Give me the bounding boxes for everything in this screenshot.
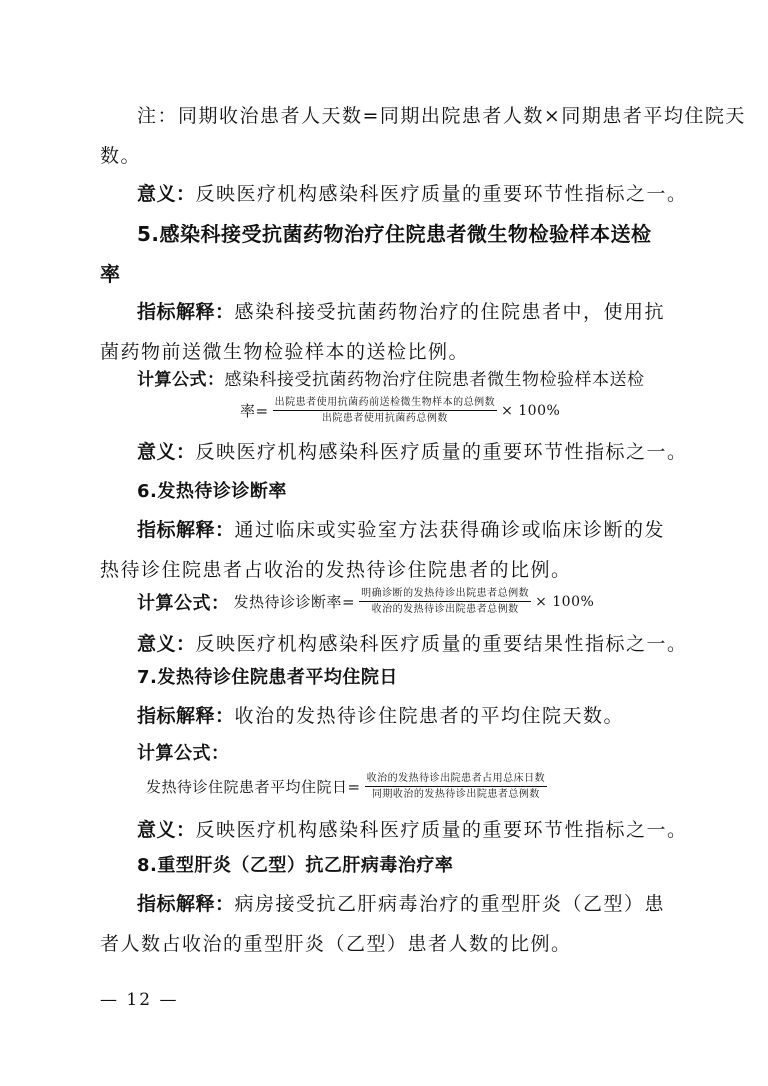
section-8-explanation-line-2: 者人数占收治的重型肝炎（乙型）患者人数的比例。: [100, 933, 572, 955]
section-7-explanation: [137, 704, 624, 728]
section-8-title: 8.重型肝炎（乙型）抗乙肝病毒治疗率: [137, 855, 454, 876]
explanation-label: 指标解释：: [137, 893, 235, 915]
section-7-formula: [146, 772, 551, 801]
formula-denominator: 出院患者使用抗菌药总例数: [321, 413, 448, 424]
section-5-significance: [137, 440, 688, 464]
section-6-title: 6.发热待诊诊断率: [137, 481, 287, 502]
formula-label: 计算公式：: [137, 592, 230, 614]
section-5-formula: [240, 396, 560, 425]
section-8-explanation-line-1: [137, 892, 665, 916]
explanation-text: 感染科接受抗菌药物治疗的住院患者中，使用抗: [234, 301, 666, 323]
section-6-formula: [137, 587, 594, 616]
formula-label: 计算公式：: [137, 743, 230, 764]
formula-percent: × 100%: [535, 593, 595, 610]
significance-text: 反映医疗机构感染科医疗质量的重要环节性指标之一。: [195, 441, 688, 463]
explanation-text: 病房接受抗乙肝病毒治疗的重型肝炎（乙型）患: [234, 893, 666, 915]
section-5-title-line-2: 率: [100, 262, 121, 286]
formula-numerator: 出院患者使用抗菌药前送检微生物样本的总例数: [273, 396, 498, 411]
explanation-text: 收治的发热待诊住院患者的平均住院天数。: [234, 705, 625, 727]
note-line-1: 注：同期收治患者人天数=同期出院患者人数×同期患者平均住院天: [137, 105, 746, 127]
significance-text: 反映医疗机构感染科医疗质量的重要环节性指标之一。: [195, 183, 688, 205]
formula-fraction: [359, 587, 531, 616]
formula-numerator: 明确诊断的发热待诊出院患者总例数: [359, 587, 531, 602]
formula-text: 感染科接受抗菌药物治疗住院患者微生物检验样本送检: [224, 370, 645, 390]
significance-label: 意义：: [137, 441, 196, 463]
formula-lhs: 率=: [240, 402, 269, 420]
significance-label: 意义：: [137, 633, 196, 655]
section-5-explanation-line-1: [137, 300, 665, 324]
note-line-2: 数。: [100, 145, 142, 167]
section-7-significance: [137, 818, 688, 842]
formula-label: 计算公式：: [137, 370, 225, 390]
significance-label: 意义：: [137, 183, 196, 205]
formula-fraction: [273, 396, 498, 425]
section-5-formula-line-1: [137, 368, 645, 392]
explanation-text: 通过临床或实验室方法获得确诊或临床诊断的发: [234, 519, 666, 541]
section-6-explanation-line-2: 热待诊住院患者占收治的发热待诊住院患者的比例。: [100, 559, 572, 581]
section-6-significance: [137, 632, 688, 656]
explanation-label: 指标解释：: [137, 301, 235, 323]
section-7-formula-label-line: [137, 742, 230, 766]
significance-label: 意义：: [137, 819, 196, 841]
explanation-label: 指标解释：: [137, 519, 235, 541]
formula-numerator: 收治的发热待诊出院患者占用总床日数: [365, 772, 548, 787]
page-number: — 12 —: [100, 990, 179, 1010]
significance-paragraph: [137, 182, 688, 206]
formula-lhs: 发热待诊住院患者平均住院日=: [146, 778, 361, 796]
section-5-explanation-line-2: 菌药物前送微生物检验样本的送检比例。: [100, 341, 470, 363]
formula-percent: × 100%: [501, 402, 561, 419]
section-7-title: 7.发热待诊住院患者平均住院日: [137, 667, 398, 688]
section-6-explanation-line-1: [137, 518, 665, 542]
formula-denominator: 同期收治的发热待诊出院患者总例数: [371, 789, 540, 800]
significance-text: 反映医疗机构感染科医疗质量的重要结果性指标之一。: [195, 633, 688, 655]
formula-denominator: 收治的发热待诊出院患者总例数: [371, 604, 519, 615]
formula-fraction: [365, 772, 548, 801]
formula-lhs: 发热待诊诊断率=: [233, 593, 356, 611]
explanation-label: 指标解释：: [137, 705, 235, 727]
section-5-title-line-1: 5.感染科接受抗菌药物治疗住院患者微生物检验样本送检: [137, 222, 652, 246]
significance-text: 反映医疗机构感染科医疗质量的重要环节性指标之一。: [195, 819, 688, 841]
